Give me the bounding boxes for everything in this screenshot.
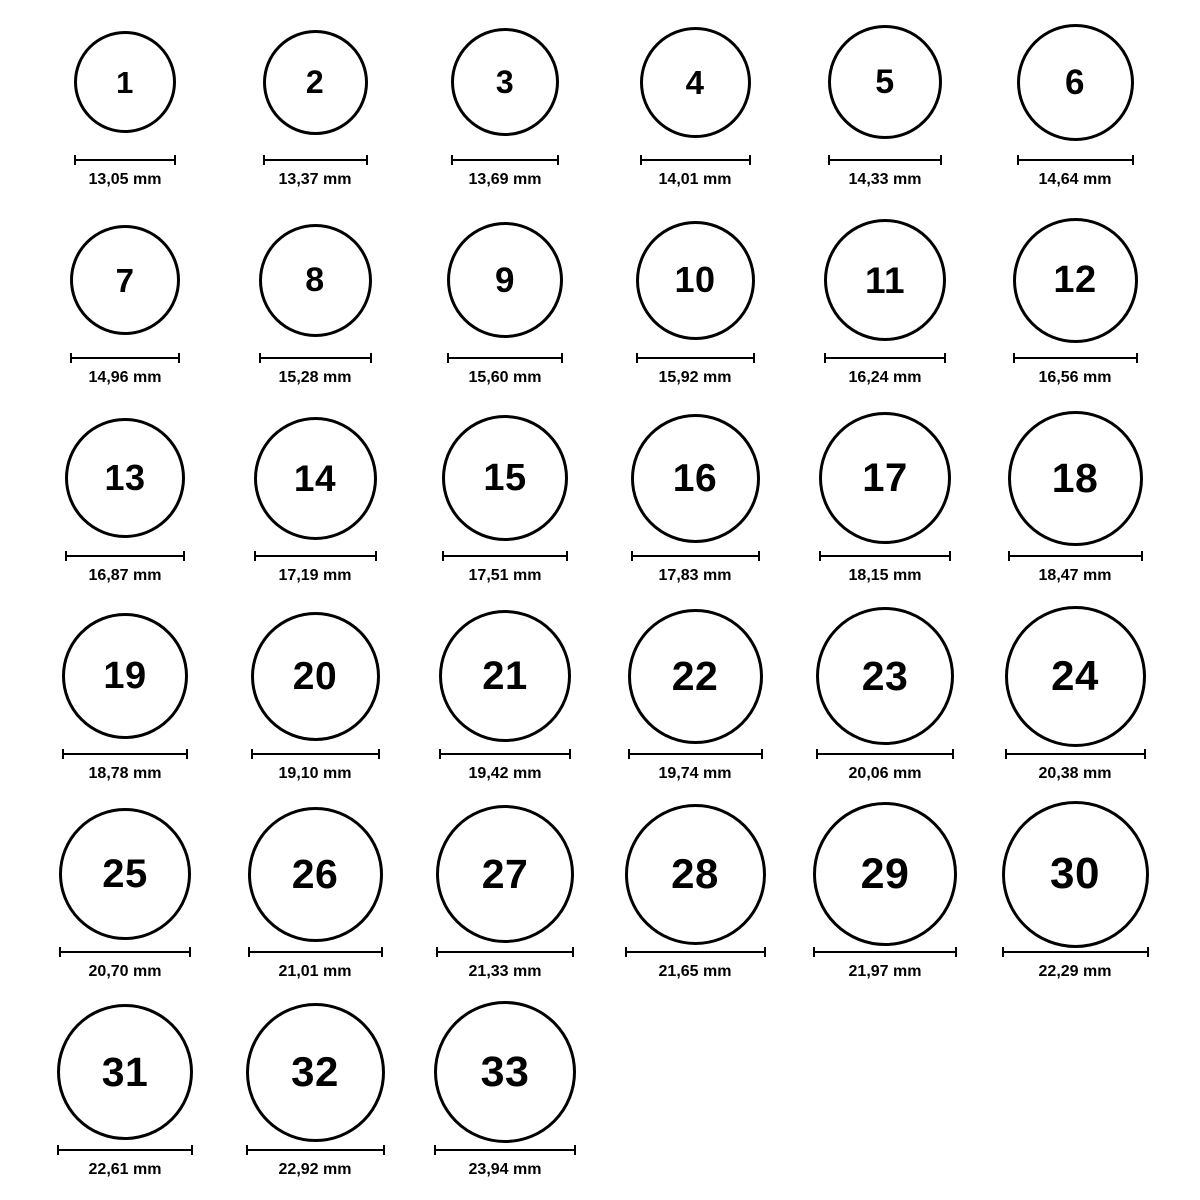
diameter-label: 17,51 mm: [468, 567, 542, 584]
ring-size-number: 4: [685, 63, 705, 101]
ring-circle-wrap: [410, 606, 600, 746]
ring-circle: [442, 415, 568, 541]
ring-size-number: 26: [291, 850, 339, 897]
ring-circle-wrap: [600, 804, 790, 944]
diameter-label: 19,10 mm: [278, 765, 352, 782]
diameter-measure-bar: [813, 946, 957, 958]
ring-circle-wrap: [980, 210, 1170, 350]
ring-size-number: 2: [305, 64, 325, 100]
ring-circle-wrap: [600, 12, 790, 152]
ring-circle-wrap: [600, 408, 790, 548]
diameter-measure-bar: [439, 748, 571, 760]
ring-circle-wrap: [30, 210, 220, 350]
ring-size-cell: [600, 210, 790, 408]
ring-circle: [636, 221, 755, 340]
ring-circle: [436, 805, 574, 943]
diameter-measure-bar: [819, 550, 951, 562]
diameter-label: 15,28 mm: [278, 369, 352, 386]
diameter-measure-bar: [1017, 154, 1134, 166]
ring-size-cell: [790, 12, 980, 210]
ring-size-number: 24: [1051, 652, 1099, 699]
diameter-measure-bar: [442, 550, 568, 562]
ring-circle: [439, 610, 571, 742]
ring-size-number: 32: [291, 1048, 339, 1095]
diameter-measure-bar: [640, 154, 751, 166]
diameter-label: 18,78 mm: [88, 765, 162, 782]
ring-circle-wrap: [410, 408, 600, 548]
ring-size-number: 7: [115, 261, 135, 299]
diameter-label: 19,42 mm: [468, 765, 542, 782]
ring-circle-wrap: [220, 606, 410, 746]
diameter-label: 16,56 mm: [1038, 369, 1112, 386]
diameter-label: 20,70 mm: [88, 963, 162, 980]
diameter-label: 13,69 mm: [468, 171, 542, 188]
ring-size-number: 33: [480, 1047, 530, 1096]
ring-circle: [816, 607, 954, 745]
ring-circle: [451, 28, 559, 136]
diameter-label: 18,15 mm: [848, 567, 922, 584]
ring-circle: [74, 31, 176, 133]
ring-size-number: 27: [481, 850, 529, 897]
ring-size-number: 3: [495, 64, 515, 100]
ring-circle-wrap: [790, 804, 980, 944]
diameter-measure-bar: [248, 946, 383, 958]
ring-size-cell: [790, 210, 980, 408]
ring-circle-wrap: [220, 12, 410, 152]
diameter-label: 21,97 mm: [848, 963, 922, 980]
diameter-measure-bar: [246, 1144, 385, 1156]
ring-size-cell: [220, 12, 410, 210]
ring-circle: [819, 412, 951, 544]
ring-circle-wrap: [410, 12, 600, 152]
ring-circle: [447, 222, 563, 338]
ring-circle-wrap: [790, 12, 980, 152]
diameter-measure-bar: [254, 550, 377, 562]
ring-circle: [57, 1004, 193, 1140]
diameter-label: 22,92 mm: [278, 1161, 352, 1178]
ring-circle: [640, 27, 751, 138]
ring-size-number: 28: [671, 850, 719, 897]
ring-circle-wrap: [980, 606, 1170, 746]
ring-circle: [628, 609, 763, 744]
ring-size-number: 10: [674, 259, 716, 300]
ring-circle: [263, 30, 368, 135]
diameter-measure-bar: [451, 154, 559, 166]
ring-size-number: 17: [862, 456, 908, 500]
diameter-label: 13,05 mm: [88, 171, 162, 188]
ring-circle-wrap: [790, 606, 980, 746]
diameter-measure-bar: [628, 748, 763, 760]
ring-size-cell: [600, 606, 790, 804]
ring-size-number: 21: [482, 654, 528, 698]
diameter-label: 20,06 mm: [848, 765, 922, 782]
diameter-label: 14,01 mm: [658, 171, 732, 188]
ring-size-number: 9: [495, 260, 515, 300]
ring-circle: [248, 807, 383, 942]
ring-circle: [251, 612, 380, 741]
diameter-measure-bar: [625, 946, 766, 958]
ring-circle-wrap: [410, 804, 600, 944]
diameter-measure-bar: [828, 154, 942, 166]
diameter-label: 15,92 mm: [658, 369, 732, 386]
diameter-label: 21,65 mm: [658, 963, 732, 980]
ring-size-cell: [980, 210, 1170, 408]
diameter-label: 18,47 mm: [1038, 567, 1112, 584]
ring-size-cell: [30, 408, 220, 606]
ring-size-cell: [220, 210, 410, 408]
diameter-measure-bar: [62, 748, 188, 760]
ring-size-cell: [410, 804, 600, 1002]
diameter-label: 16,24 mm: [848, 369, 922, 386]
ring-circle-wrap: [30, 804, 220, 944]
ring-size-number: 15: [483, 457, 527, 499]
ring-circle: [828, 25, 942, 139]
diameter-measure-bar: [65, 550, 185, 562]
ring-circle-wrap: [30, 408, 220, 548]
diameter-measure-bar: [636, 352, 755, 364]
ring-size-cell: [790, 408, 980, 606]
diameter-label: 17,83 mm: [658, 567, 732, 584]
ring-circle-wrap: [30, 606, 220, 746]
ring-size-number: 23: [861, 652, 909, 699]
diameter-label: 21,33 mm: [468, 963, 542, 980]
ring-circle-wrap: [600, 210, 790, 350]
ring-size-cell: [220, 804, 410, 1002]
ring-size-number: 6: [1065, 62, 1085, 102]
ring-circle: [1017, 24, 1134, 141]
ring-size-number: 13: [104, 457, 146, 498]
ring-size-cell: [980, 12, 1170, 210]
diameter-measure-bar: [1013, 352, 1138, 364]
diameter-label: 16,87 mm: [88, 567, 162, 584]
ring-size-number: 19: [103, 655, 147, 697]
ring-size-cell: [980, 408, 1170, 606]
ring-circle-wrap: [220, 210, 410, 350]
ring-circle: [62, 613, 188, 739]
ring-size-cell: [30, 12, 220, 210]
diameter-measure-bar: [1002, 946, 1149, 958]
diameter-label: 14,64 mm: [1038, 171, 1112, 188]
ring-size-number: 29: [860, 849, 910, 898]
ring-size-cell: [600, 12, 790, 210]
ring-circle: [1005, 606, 1146, 747]
diameter-measure-bar: [251, 748, 380, 760]
diameter-measure-bar: [447, 352, 563, 364]
diameter-measure-bar: [57, 1144, 193, 1156]
ring-size-number: 31: [101, 1048, 149, 1095]
diameter-measure-bar: [74, 154, 176, 166]
diameter-label: 20,38 mm: [1038, 765, 1112, 782]
ring-size-cell: [30, 606, 220, 804]
ring-circle: [1002, 801, 1149, 948]
ring-circle: [65, 418, 185, 538]
ring-size-cell: [410, 606, 600, 804]
ring-size-cell: [980, 804, 1170, 1002]
ring-size-number: 11: [864, 259, 906, 301]
ring-circle: [246, 1003, 385, 1142]
ring-size-number: 14: [293, 457, 337, 499]
ring-circle-wrap: [600, 606, 790, 746]
diameter-measure-bar: [1008, 550, 1143, 562]
ring-circle: [1013, 218, 1138, 343]
ring-circle-wrap: [980, 408, 1170, 548]
diameter-measure-bar: [259, 352, 372, 364]
diameter-label: 14,33 mm: [848, 171, 922, 188]
ring-circle-wrap: [980, 804, 1170, 944]
ring-size-number: 30: [1050, 849, 1100, 898]
ring-circle-wrap: [410, 210, 600, 350]
diameter-label: 22,29 mm: [1038, 963, 1112, 980]
ring-size-cell: [790, 804, 980, 1002]
ring-circle: [70, 225, 180, 335]
diameter-measure-bar: [263, 154, 368, 166]
diameter-measure-bar: [1005, 748, 1146, 760]
ring-circle: [59, 808, 191, 940]
diameter-label: 13,37 mm: [278, 171, 352, 188]
ring-circle-wrap: [410, 1002, 600, 1142]
diameter-measure-bar: [436, 946, 574, 958]
diameter-label: 15,60 mm: [468, 369, 542, 386]
ring-size-cell: [410, 408, 600, 606]
ring-circle-wrap: [220, 804, 410, 944]
ring-circle-wrap: [790, 408, 980, 548]
ring-circle: [625, 804, 766, 945]
ring-circle: [434, 1001, 576, 1143]
ring-size-number: 8: [305, 261, 325, 299]
ring-size-cell: [30, 210, 220, 408]
diameter-measure-bar: [631, 550, 760, 562]
ring-size-cell: [790, 606, 980, 804]
ring-size-cell: [220, 606, 410, 804]
ring-size-number: 18: [1051, 454, 1099, 501]
diameter-label: 21,01 mm: [278, 963, 352, 980]
ring-circle: [259, 224, 372, 337]
ring-size-number: 25: [102, 852, 148, 896]
ring-circle: [813, 802, 957, 946]
ring-size-cell: [30, 1002, 220, 1200]
diameter-label: 17,19 mm: [278, 567, 352, 584]
ring-size-cell: [220, 408, 410, 606]
ring-size-number: 20: [292, 654, 338, 698]
ring-circle-wrap: [790, 210, 980, 350]
ring-circle: [254, 417, 377, 540]
ring-circle: [1008, 411, 1143, 546]
diameter-label: 22,61 mm: [88, 1161, 162, 1178]
ring-size-cell: [600, 804, 790, 1002]
ring-size-number: 5: [875, 63, 895, 101]
diameter-label: 23,94 mm: [468, 1161, 542, 1178]
diameter-label: 19,74 mm: [658, 765, 732, 782]
ring-size-number: 16: [672, 456, 718, 500]
diameter-measure-bar: [434, 1144, 576, 1156]
ring-size-number: 12: [1053, 259, 1097, 301]
ring-size-cell: [980, 606, 1170, 804]
ring-circle-wrap: [30, 12, 220, 152]
diameter-measure-bar: [59, 946, 191, 958]
ring-size-cell: [600, 408, 790, 606]
ring-circle: [631, 414, 760, 543]
ring-size-number: 22: [671, 652, 719, 699]
ring-size-cell: [410, 12, 600, 210]
diameter-label: 14,96 mm: [88, 369, 162, 386]
diameter-measure-bar: [70, 352, 180, 364]
ring-size-cell: [410, 1002, 600, 1200]
ring-circle-wrap: [220, 1002, 410, 1142]
ring-circle-wrap: [980, 12, 1170, 152]
ring-size-number: 1: [116, 64, 134, 100]
ring-circle-wrap: [30, 1002, 220, 1142]
ring-circle-wrap: [220, 408, 410, 548]
ring-size-cell: [220, 1002, 410, 1200]
diameter-measure-bar: [816, 748, 954, 760]
ring-circle: [824, 219, 946, 341]
ring-size-cell: [30, 804, 220, 1002]
ring-size-cell: [410, 210, 600, 408]
diameter-measure-bar: [824, 352, 946, 364]
